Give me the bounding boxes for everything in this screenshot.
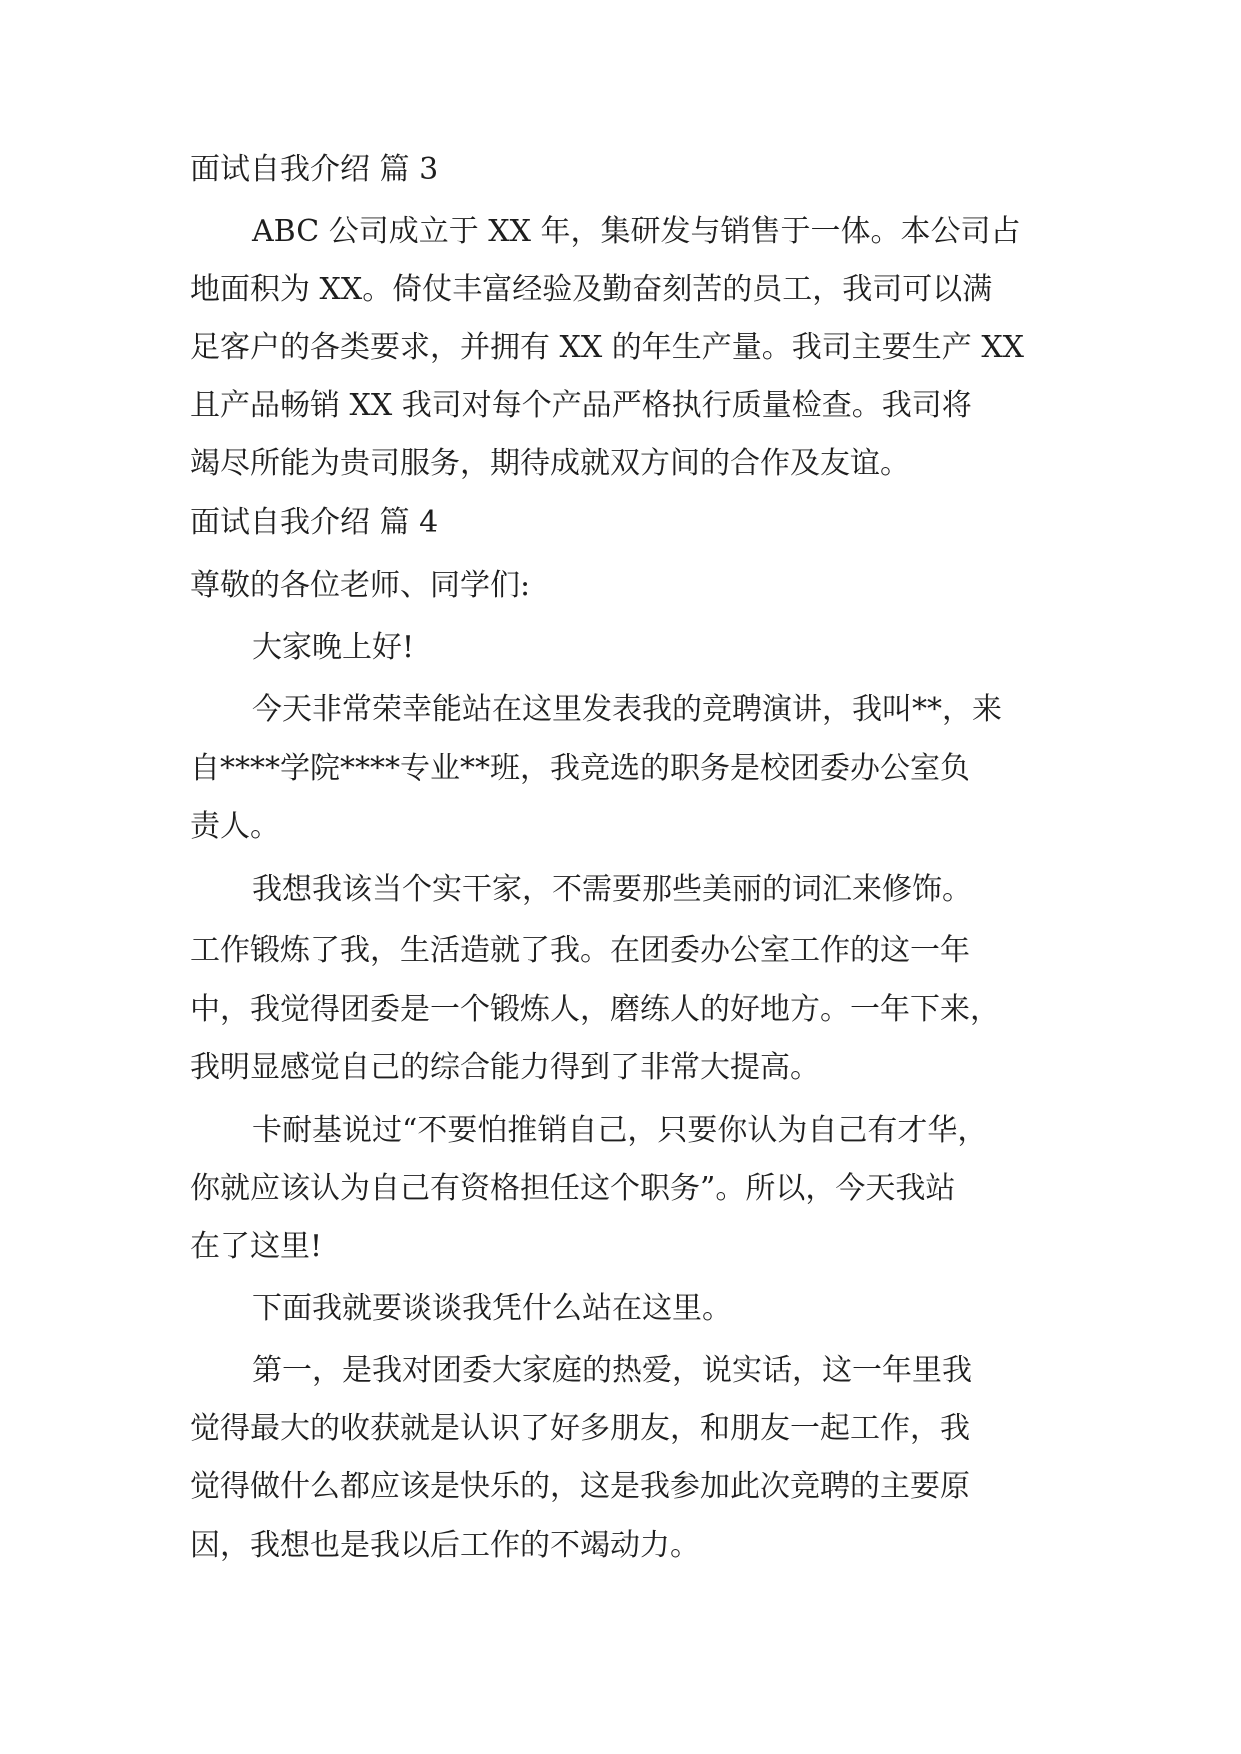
paragraph-line: 第一，是我对团委大家庭的热爱，说实话，这一年里我 [252, 1353, 972, 1388]
paragraph-line: 我想我该当个实干家，不需要那些美丽的词汇来修饰。 [252, 872, 972, 907]
paragraph-line: 中，我觉得团委是一个锻炼人，磨练人的好地方。一年下来， [190, 992, 1000, 1027]
paragraph-line: 竭尽所能为贵司服务，期待成就双方间的合作及友谊。 [190, 446, 910, 481]
paragraph-line: 责人。 [190, 809, 280, 844]
paragraph-line: 地面积为 XX。倚仗丰富经验及勤奋刻苦的员工，我司可以满 [190, 272, 993, 307]
greeting: 大家晚上好! [252, 630, 415, 665]
paragraph-line: 工作锻炼了我，生活造就了我。在团委办公室工作的这一年 [190, 933, 970, 968]
paragraph-line: 今天非常荣幸能站在这里发表我的竞聘演讲，我叫**，来 [252, 692, 1002, 727]
paragraph-line: 你就应该认为自己有资格担任这个职务”。所以，今天我站 [190, 1171, 956, 1206]
paragraph-line: 卡耐基说过“不要怕推销自己，只要你认为自己有才华， [252, 1113, 988, 1148]
section-heading-3: 面试自我介绍 篇 3 [190, 152, 439, 187]
paragraph-line: 在了这里! [190, 1229, 323, 1264]
paragraph-line: ABC 公司成立于 XX 年，集研发与销售于一体。本公司占 [252, 214, 1021, 249]
section-heading-4: 面试自我介绍 篇 4 [190, 505, 439, 540]
salutation: 尊敬的各位老师、同学们: [190, 568, 531, 603]
paragraph-line: 足客户的各类要求，并拥有 XX 的年生产量。我司主要生产 XX [190, 330, 1025, 365]
paragraph-line: 因，我想也是我以后工作的不竭动力。 [190, 1528, 700, 1563]
paragraph-line: 且产品畅销 XX 我司对每个产品严格执行质量检查。我司将 [190, 388, 972, 423]
paragraph-line: 自****学院****专业**班，我竞选的职务是校团委办公室负 [190, 751, 970, 786]
paragraph-line: 觉得最大的收获就是认识了好多朋友，和朋友一起工作，我 [190, 1411, 970, 1446]
paragraph-line: 我明显感觉自己的综合能力得到了非常大提高。 [190, 1050, 820, 1085]
paragraph-line: 觉得做什么都应该是快乐的，这是我参加此次竞聘的主要原 [190, 1469, 970, 1504]
paragraph-line: 下面我就要谈谈我凭什么站在这里。 [252, 1291, 732, 1326]
